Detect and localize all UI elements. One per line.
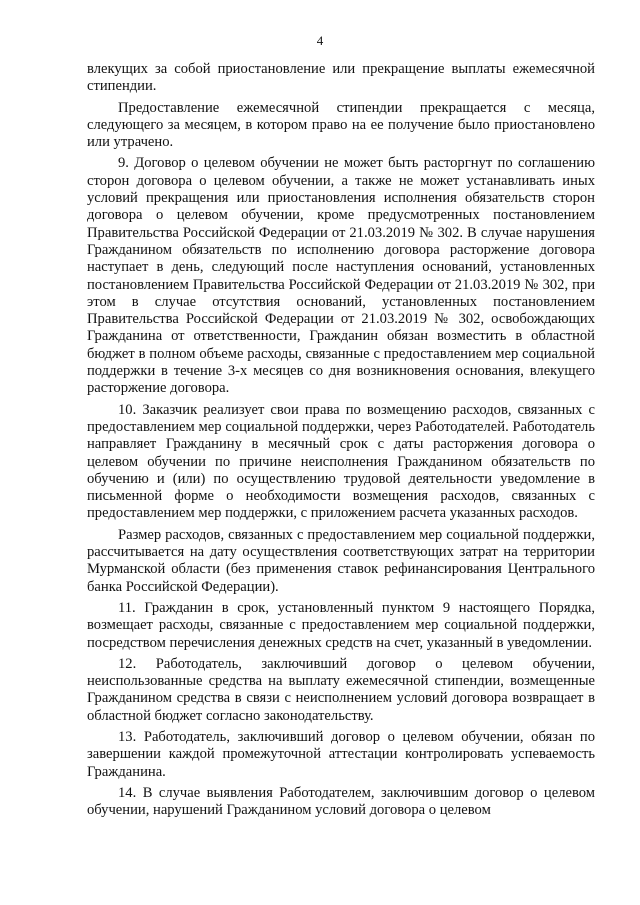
- paragraph-clause-11: 11. Гражданин в срок, установленный пунктом 9 настоящего Порядка, возмещает расходы, связанные с предоставлением мер социальной поддержки, посредством перечисления денежных средств на счет, указанный в уведомлении.: [87, 599, 595, 651]
- paragraph-clause-12: 12. Работодатель, заключивший договор о целевом обучении, неиспользованные средства на выплату ежемесячной стипендии, возмещенные Гражданином средства в связи с неисполнением условий договора возвращает в областной бюджет согласно законодательству.: [87, 655, 595, 724]
- paragraph-clause-14: 14. В случае выявления Работодателем, заключившим договор о целевом обучении, нарушений Гражданином условий договора о целевом: [87, 784, 595, 819]
- page-number: 4: [316, 33, 324, 48]
- paragraph-clause-13: 13. Работодатель, заключивший договор о целевом обучении, обязан по завершении каждой промежуточной аттестации контролировать успеваемость Гражданина.: [87, 728, 595, 780]
- paragraph-clause-10: 10. Заказчик реализует свои права по возмещению расходов, связанных с предоставлением мер социальной поддержки, через Работодателей. Работодатель направляет Гражданину в месячный срок с даты расторжения договора о целевом обучении по причине неисполнения Гражданином обязательств по обучению и (или) по осуществлению трудовой деятельности уведомление в письменной форме о необходимости возмещения расходов, связанных с предоставлением мер поддержки, с приложением расчета указанных расходов.: [87, 401, 595, 522]
- document-body: [87, 61, 595, 823]
- paragraph-expense-amount: Размер расходов, связанных с предоставлением мер социальной поддержки, рассчитывается на дату осуществления соответствующих затрат на территории Мурманской области (без применения ставок рефинансирования Центрального банка Российской Федерации).: [87, 526, 595, 595]
- paragraph-stipend-termination: Предоставление ежемесячной стипендии прекращается с месяца, следующего за месяцем, в котором право на ее получение было приостановлено или утрачено.: [87, 99, 595, 151]
- paragraph-continuation: влекущих за собой приостановление или прекращение выплаты ежемесячной стипендии.: [87, 61, 595, 95]
- paragraph-clause-9: 9. Договор о целевом обучении не может быть расторгнут по соглашению сторон договора о целевом обучении, а также не может устанавливать иных условий прекращения или приостановления исполнения обязательств сторон договора о целевом обучении, кроме предусмотренных постановлением Правительства Российской Федерации от 21.03.2019 № 302. В случае нарушения Гражданином обязательств по исполнению договора расторжение договора наступает в день, следующий после наступления оснований, установленных постановлением Правительства Российской Федерации от 21.03.2019 № 302, при этом в случае отсутствия оснований, установленных постановлением Правительства Российской Федерации от 21.03.2019 № 302, освобождающих Гражданина от ответственности, Гражданин обязан возместить в областной бюджет в полном объеме расходы, связанные с предоставлением мер социальной поддержки в течение 3-х месяцев со дня возникновения основания, влекущего расторжение договора.: [87, 155, 595, 397]
